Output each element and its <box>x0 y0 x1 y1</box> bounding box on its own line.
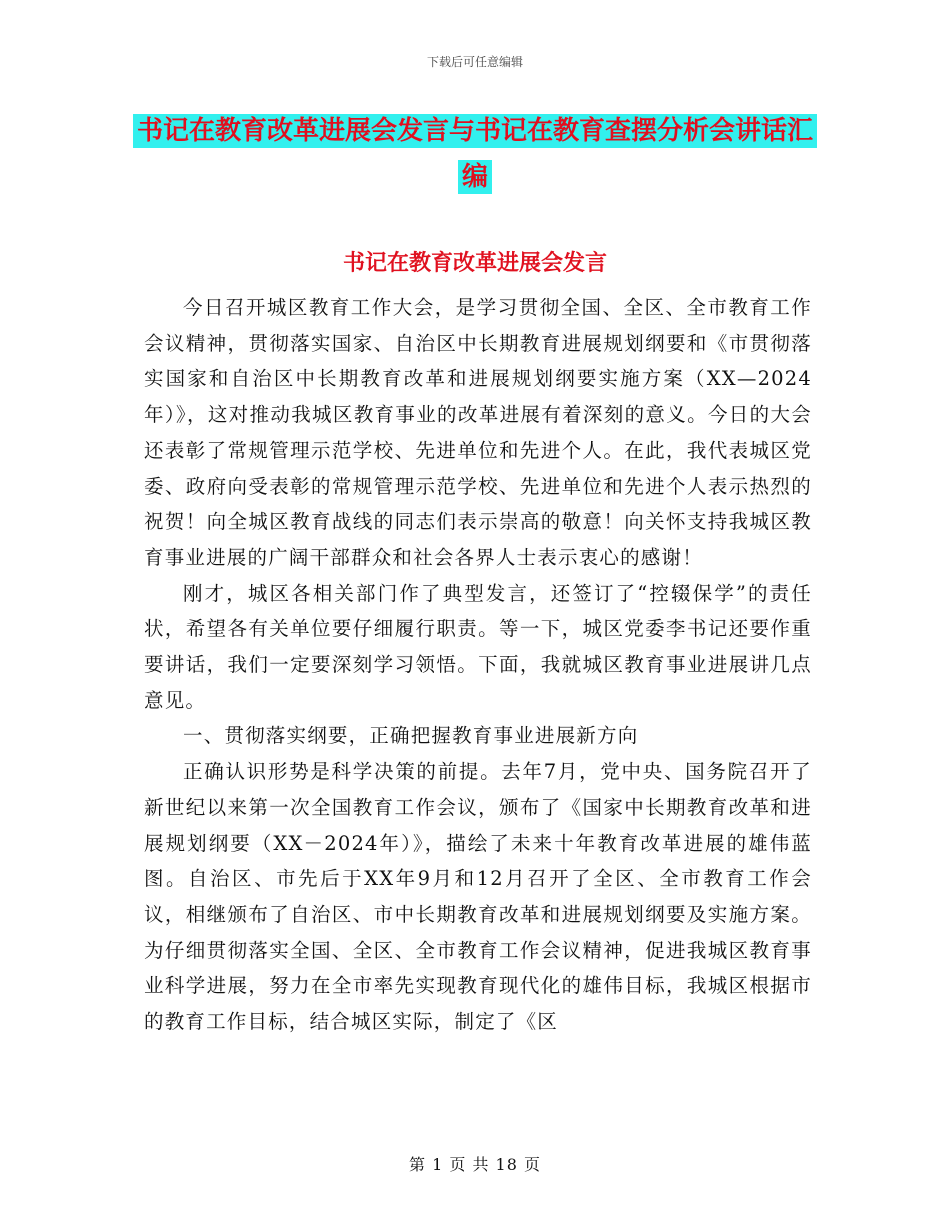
document-body <box>144 290 812 1040</box>
main-title <box>130 108 820 200</box>
paragraph-heading: 一、贯彻落实纲要，正确把握教育事业进展新方向 <box>183 724 639 748</box>
page-number: 第 1 页 共 18 页 <box>409 1155 541 1174</box>
header-note: 下载后可任意编辑 <box>426 55 523 69</box>
paragraph: 今日召开城区教育工作大会，是学习贯彻全国、全区、全市教育工作会议精神，贯彻落实国家、自治区中长期教育进展规划纲要和《市贯彻落实国家和自治区中长期教育改革和进展规划纲要实施方案（XX—2024年）》，这对推动我城区教育事业的改革进展有着深刻的意义。今日的大会还表彰了常规管理示范学校、先进单位和先进个人。在此，我代表城区党委、政府向受表彰的常规管理示范学校、先进单位和先进个人表示热烈的祝贺！向全城区教育战线的同志们表示崇高的敬意！向关怀支持我城区教育事业进展的广阔干部群众和社会各界人士表示衷心的感谢！ <box>144 296 812 569</box>
paragraph: 刚才，城区各相关部门作了典型发言，还签订了“控辍保学”的责任状，希望各有关单位要仔细履行职责。等一下，城区党委李书记还要作重要讲话，我们一定要深刻学习领悟。下面，我就城区教育事业进展讲几点意见。 <box>144 581 812 712</box>
section-title: 书记在教育改革进展会发言 <box>342 250 607 276</box>
paragraph: 正确认识形势是科学决策的前提。去年7月，党中央、国务院召开了新世纪以来第一次全国教育工作会议，颁布了《国家中长期教育改革和进展规划纲要（XX－2024年）》，描绘了未来十年教育改革进展的雄伟蓝图。自治区、市先后于XX年9月和12月召开了全区、全市教育工作会议，相继颁布了自治区、市中长期教育改革和进展规划纲要及实施方案。为仔细贯彻落实全国、全区、全市教育工作会议精神，促进我城区教育事业科学进展，努力在全市率先实现教育现代化的雄伟目标，我城区根据市的教育工作目标，结合城区实际，制定了《区 <box>144 760 812 1034</box>
main-title-text: 书记在教育改革进展会发言与书记在教育查摆分析会讲话汇编 <box>133 114 817 194</box>
